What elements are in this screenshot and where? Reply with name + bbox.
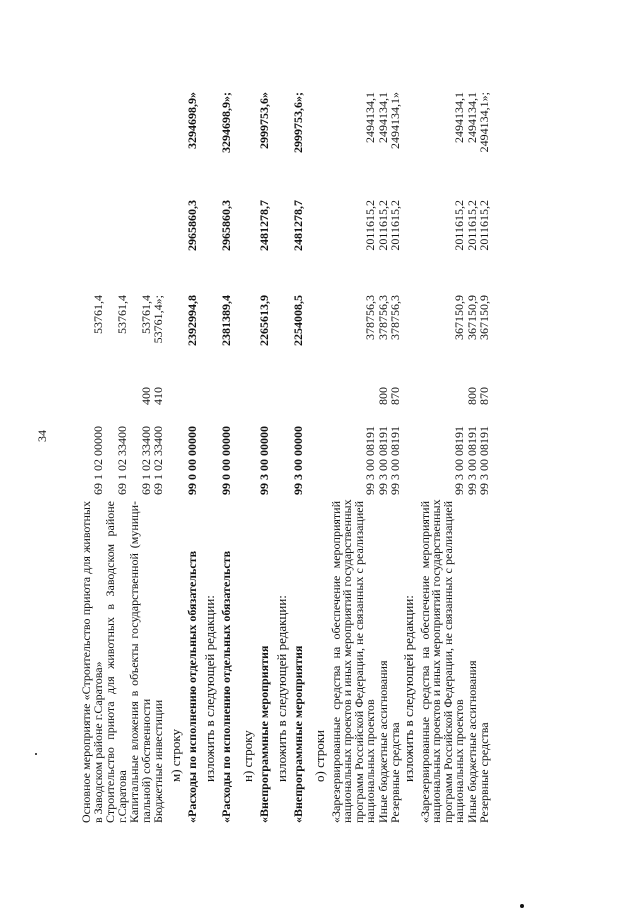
amount-year-3: 2494134,1 [464, 92, 479, 143]
amount-year-3: 3294698,9» [184, 92, 199, 149]
instruction-text: изложить в следующей редакции: [400, 595, 416, 782]
amount-year-1: 378756,3 [363, 295, 377, 340]
instruction-text: изложить в следующей редакции: [201, 595, 217, 782]
amount-year-2: 2481278,7 [290, 200, 305, 251]
target-article-code: 99 3 00 08191 [477, 426, 491, 495]
amount-year-1: 367150,9 [452, 295, 466, 340]
amount-year-3: 2494134,1»; [477, 92, 491, 153]
instruction-text: изложить в следующей редакции: [273, 595, 289, 782]
expense-type-code: 800 [375, 387, 390, 405]
row-label-line: программ Российской Федерации, не связанных с реализацией [440, 501, 455, 823]
row-label-line: Строительство приюта для животных в Заводском районе [103, 501, 117, 823]
row-label-line: программ Российской Федерации, не связанных с реализацией [351, 501, 366, 823]
expense-type-code: 410 [151, 387, 165, 405]
section-heading: о) строки [311, 730, 327, 782]
target-article-code: 99 3 00 08191 [452, 426, 466, 495]
expense-type-code: 870 [477, 387, 491, 405]
scan-speck [35, 753, 37, 755]
amount-year-1: 2392994,8 [184, 295, 199, 346]
amount-year-2: 2011615,2 [363, 200, 377, 251]
row-label-line: «Внепрограммные мероприятия [290, 645, 305, 823]
row-label-line: пальной) собственности [138, 698, 153, 823]
row-label-line: Бюджетные инвестиции [151, 699, 165, 823]
amount-year-2: 2481278,7 [256, 200, 271, 251]
target-article-code: 69 1 02 00000 [90, 426, 105, 495]
row-label-line: национальных проектов и иных мероприятий государственных [340, 499, 354, 823]
target-article-code: 99 0 00 00000 [218, 426, 233, 495]
row-label-line: Капитальные вложения в объекты государственной (муници- [127, 501, 141, 823]
row-label-line: «Зарезервированные средства на обеспечение мероприятий [417, 501, 432, 823]
expense-type-code: 870 [388, 387, 402, 405]
amount-year-2: 2011615,2 [452, 200, 466, 251]
amount-year-3: 2494134,1 [452, 92, 466, 143]
page-number: 34 [35, 430, 49, 442]
amount-year-1: 53761,4»; [151, 295, 165, 344]
amount-year-2: 2011615,2 [375, 200, 390, 251]
section-heading: н) строку [239, 730, 255, 782]
row-label-line: Основное мероприятие «Строительство приюта для животных [79, 501, 93, 823]
row-label-line: национальных проектов [363, 699, 377, 823]
amount-year-1: 53761,4 [114, 295, 129, 334]
target-article-code: 99 3 00 08191 [388, 426, 402, 495]
amount-year-2: 2965860,3 [218, 200, 233, 251]
amount-year-1: 378756,3 [388, 295, 402, 340]
row-label-line: в Заводском районе г.Саратова» [90, 661, 105, 823]
amount-year-1: 2254008,5 [290, 295, 305, 346]
amount-year-3: 2999753,6»; [290, 92, 305, 153]
amount-year-3: 2494134,1 [375, 92, 390, 143]
amount-year-1: 367150,9 [464, 295, 479, 340]
amount-year-2: 2011615,2 [464, 200, 479, 251]
row-label-line: Иные бюджетные ассигнования [375, 660, 390, 823]
target-article-code: 99 3 00 00000 [290, 426, 305, 495]
amount-year-3: 3294698,9»; [218, 92, 233, 153]
row-label-line: Иные бюджетные ассигнования [464, 660, 479, 823]
row-label-line: национальных проектов [452, 699, 466, 823]
expense-type-code: 800 [464, 387, 479, 405]
target-article-code: 69 1 02 33400 [138, 426, 153, 495]
row-label-line: г.Саратова [114, 770, 129, 823]
row-label-line: «Расходы по исполнению отдельных обязательств [184, 550, 199, 823]
amount-year-1: 53761,4 [90, 295, 105, 334]
row-label-line: Резервные средства [388, 722, 402, 823]
target-article-code: 99 3 00 00000 [256, 426, 271, 495]
target-article-code: 99 3 00 08191 [375, 426, 390, 495]
row-label-line: «Зарезервированные средства на обеспечение мероприятий [328, 501, 343, 823]
amount-year-1: 367150,9 [477, 295, 491, 340]
amount-year-3: 2999753,6» [256, 92, 271, 149]
target-article-code: 99 3 00 08191 [464, 426, 479, 495]
target-article-code: 69 1 02 33400 [151, 426, 165, 495]
row-label-line: «Расходы по исполнению отдельных обязательств [218, 550, 233, 823]
target-article-code: 99 0 00 00000 [184, 426, 199, 495]
row-label-line: «Внепрограммные мероприятия [256, 645, 271, 823]
amount-year-1: 2265613,9 [256, 295, 271, 346]
target-article-code: 99 3 00 08191 [363, 426, 377, 495]
amount-year-3: 2494134,1» [388, 92, 402, 149]
amount-year-1: 53761,4 [138, 295, 153, 334]
section-heading: м) строку [167, 728, 183, 782]
row-label-line: национальных проектов и иных мероприятий государственных [429, 499, 443, 823]
amount-year-1: 2381389,4 [218, 295, 233, 346]
amount-year-2: 2011615,2 [477, 200, 491, 251]
amount-year-1: 378756,3 [375, 295, 390, 340]
amount-year-2: 2965860,3 [184, 200, 199, 251]
amount-year-2: 2011615,2 [388, 200, 402, 251]
amount-year-3: 2494134,1 [363, 92, 377, 143]
row-label-line: Резервные средства [477, 722, 491, 823]
target-article-code: 69 1 02 33400 [114, 426, 129, 495]
expense-type-code: 400 [138, 387, 153, 405]
